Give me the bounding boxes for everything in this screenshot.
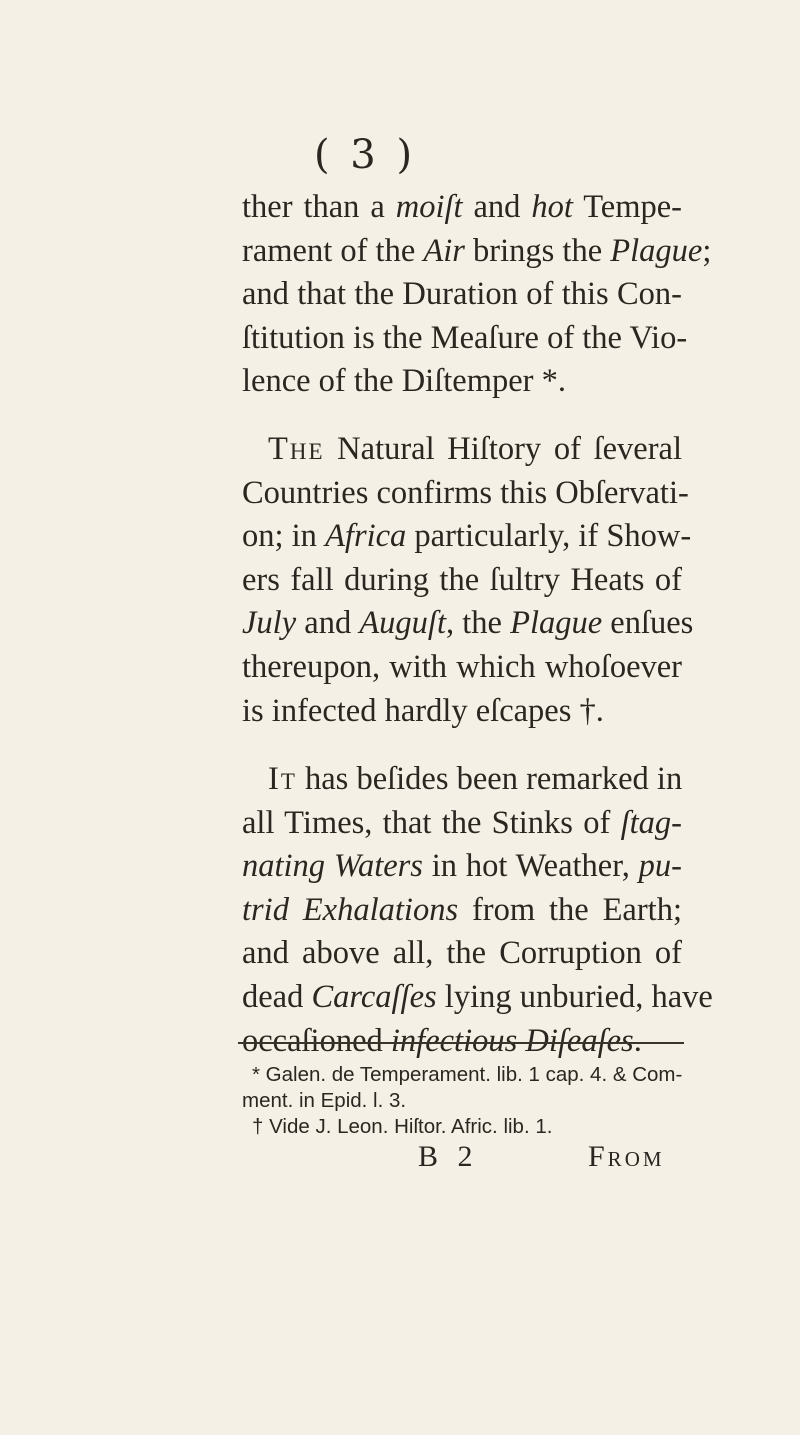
italic-run: hot: [531, 189, 573, 225]
text-run: Tempe-: [572, 189, 682, 225]
text-line: [242, 802, 682, 846]
paragraph-2: [242, 428, 694, 733]
small-caps-run: It: [268, 761, 297, 797]
italic-run: pu-: [638, 848, 682, 885]
text-run: has beſides been remarked in: [296, 761, 683, 797]
text-run: and: [296, 605, 360, 642]
text-run: all Times, that the Stinks of: [242, 804, 621, 841]
text-run: and that the Duration of this Con-: [242, 276, 682, 313]
text-run: ers fall during the ſultry Heats of: [242, 561, 682, 598]
text-run: lying unburied, have: [436, 978, 713, 1015]
footnotes: [242, 1062, 682, 1140]
catchword: From: [588, 1140, 665, 1173]
text-run: rament of the: [242, 232, 424, 269]
italic-run: Auguſt: [359, 605, 446, 642]
text-run: ther than a: [242, 189, 396, 225]
italic-run: infectious Diſeaſes: [390, 1022, 634, 1059]
text-line: [242, 845, 682, 889]
italic-run: ſtag-: [620, 804, 682, 841]
text-run: Countries confirms this Obſervati-: [242, 474, 689, 511]
text-line: [242, 273, 682, 317]
text-line: [242, 932, 682, 976]
text-line: [242, 559, 682, 603]
text-line: [242, 317, 688, 361]
text-line: [242, 976, 713, 1020]
italic-run: Plague: [510, 605, 603, 642]
text-run: from the Earth;: [458, 891, 682, 928]
text-run: and: [462, 189, 532, 225]
text-line: [242, 472, 689, 516]
text-run: is infected hardly eſcapes †.: [242, 692, 604, 729]
text-run: brings the: [464, 232, 611, 269]
italic-run: July: [242, 605, 297, 642]
text-run: and above all, the Corruption of: [242, 935, 682, 972]
small-caps-run: The: [268, 431, 325, 467]
italic-run: Air: [423, 232, 465, 269]
italic-run: Africa: [325, 518, 407, 555]
text-run: .: [633, 1022, 642, 1059]
text-run: Natural Hiſtory of ſeveral: [324, 431, 682, 467]
text-line: [242, 428, 682, 472]
text-line: [242, 889, 682, 933]
text-run: , the: [446, 605, 511, 642]
paragraph-3: [242, 758, 713, 1063]
italic-run: moiſt: [395, 189, 463, 225]
text-line: [242, 758, 682, 802]
text-run: dead: [242, 978, 312, 1015]
text-run: enſues: [602, 605, 694, 642]
text-line: [242, 186, 682, 230]
text-line: [242, 360, 682, 404]
paragraph-1: [242, 186, 712, 404]
italic-run: Carcaſſes: [311, 978, 437, 1015]
footnote-line: † Vide J. Leon. Hiſtor. Afric. lib. 1.: [252, 1115, 553, 1138]
signature-mark: B 2: [418, 1140, 479, 1173]
footnote-rule: [238, 1042, 684, 1044]
text-run: lence of the Diſtemper *.: [242, 363, 566, 400]
page-number: ( 3 ): [313, 132, 417, 178]
text-line: [242, 602, 694, 646]
italic-run: trid Exhalations: [242, 891, 459, 928]
text-run: thereupon, with which whoſoever: [242, 648, 682, 685]
text-line: [242, 230, 712, 274]
footnote-line: ment. in Epid. l. 3.: [242, 1089, 407, 1112]
text-line: [242, 690, 682, 734]
text-run: particularly, if Show-: [406, 518, 692, 555]
text-run: in hot Weather,: [422, 848, 639, 885]
italic-run: Plague: [610, 232, 703, 269]
text-run: occaſioned: [242, 1022, 391, 1059]
text-run: on; in: [242, 518, 326, 555]
footnote-line: * Galen. de Temperament. lib. 1 cap. 4. & Com-: [252, 1063, 683, 1086]
text-line: [242, 515, 692, 559]
text-line: [242, 646, 682, 690]
text-run: ;: [702, 232, 712, 269]
text-run: ſtitution is the Meaſure of the Vio-: [242, 319, 688, 356]
italic-run: nating Waters: [242, 848, 423, 885]
